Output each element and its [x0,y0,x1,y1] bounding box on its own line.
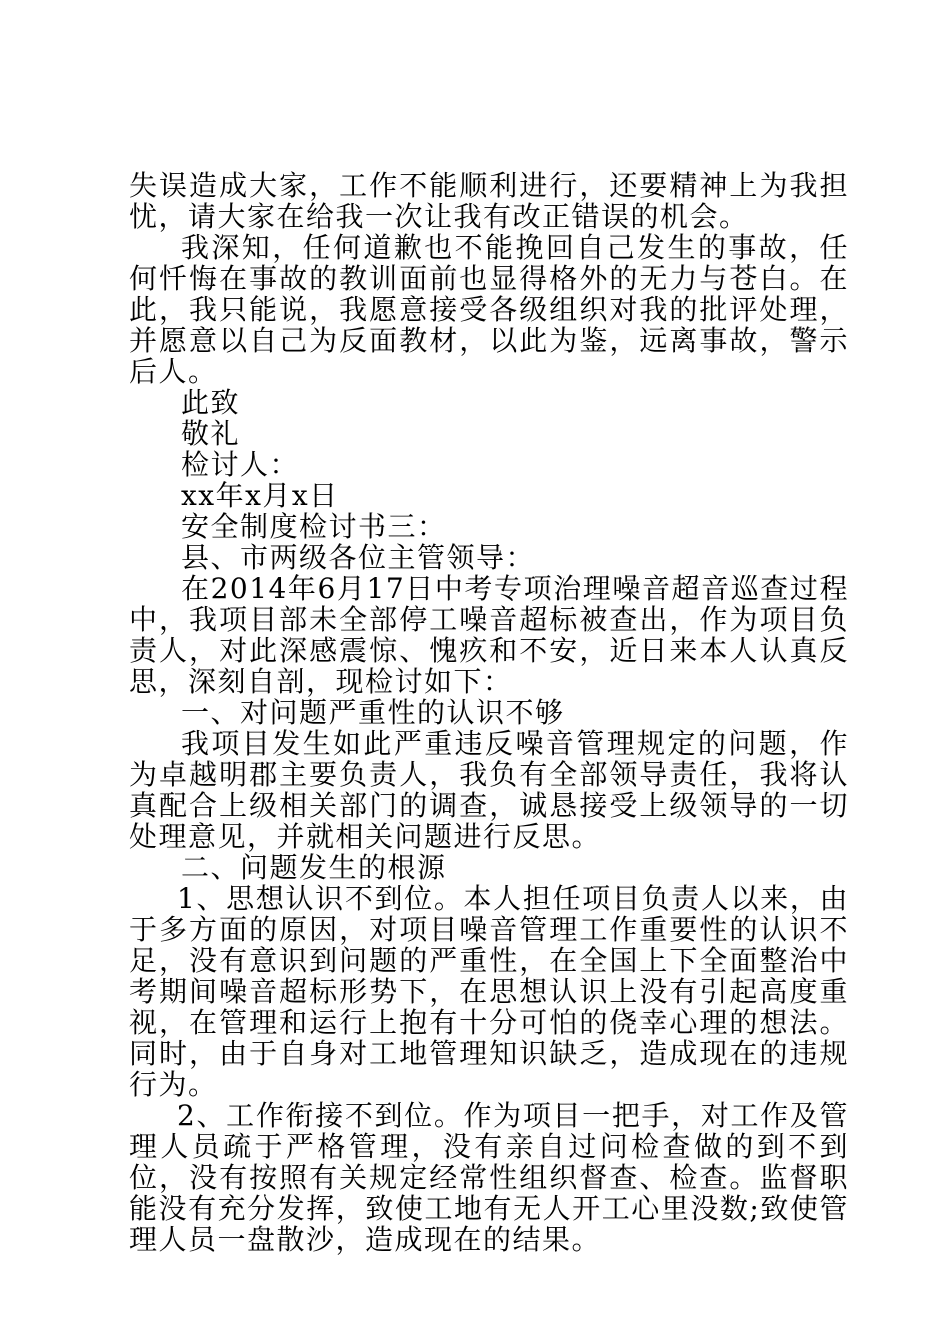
paragraph-responsibility: 我项目发生如此严重违反噪音管理规定的问题，作为卓越明郡主要负责人，我负有全部领导责任，我将认真配合上级相关部门的调查，诚恳接受上级领导的一切处理意见，并就相关问题进行反思。 [129,727,849,853]
closing-regards: 敬礼 [181,417,241,450]
paragraph-point-1: 1、思想认识不到位。本人担任项目负责人以来，由于多方面的原因，对项目噪音管理工作重要性的认识不足，没有意识到问题的严重性，在全国上下全面整治中考期间噪音超标形势下，在思想认识上没有引起高度重视，在管理和运行上抱有十分可怕的侥幸心理的想法。同时，由于自身对工地管理知识缺乏，造成现在的违规行为。 [129,882,849,1101]
heading-one: 一、对问题严重性的认识不够 [181,696,565,729]
closing-salutation: 此致 [181,386,241,419]
heading-two: 二、问题发生的根源 [181,851,447,884]
section-title: 安全制度检讨书三： [181,510,447,543]
date-line: xx年x月x日 [181,479,339,512]
document-body [129,170,849,1255]
paragraph-intro: 在2014年6月17日中考专项治理噪音超音巡查过程中，我项目部未全部停工噪音超标被查出，作为项目负责人，对此深感震惊、愧疚和不安，近日来本人认真反思，深刻自剖，现检讨如下： [129,572,849,698]
paragraph-2: 我深知，任何道歉也不能挽回自己发生的事故，任何忏悔在事故的教训面前也显得格外的无力与苍白。在此，我只能说，我愿意接受各级组织对我的批评处理，并愿意以自己为反面教材，以此为鉴，远离事故，警示后人。 [129,231,849,388]
paragraph-point-2: 2、工作衔接不到位。作为项目一把手，对工作及管理人员疏于严格管理，没有亲自过问检查做的到不到位，没有按照有关规定经常性组织督查、检查。监督职能没有充分发挥，致使工地有无人开工心里没数;致使管理人员一盘散沙，造成现在的结果。 [129,1099,849,1256]
paragraph-1: 失误造成大家，工作不能顺利进行，还要精神上为我担忧，请大家在给我一次让我有改正错误的机会。 [129,169,849,233]
addressee-line: 县、市两级各位主管领导： [181,541,536,574]
signature-line: 检讨人： [181,448,300,481]
